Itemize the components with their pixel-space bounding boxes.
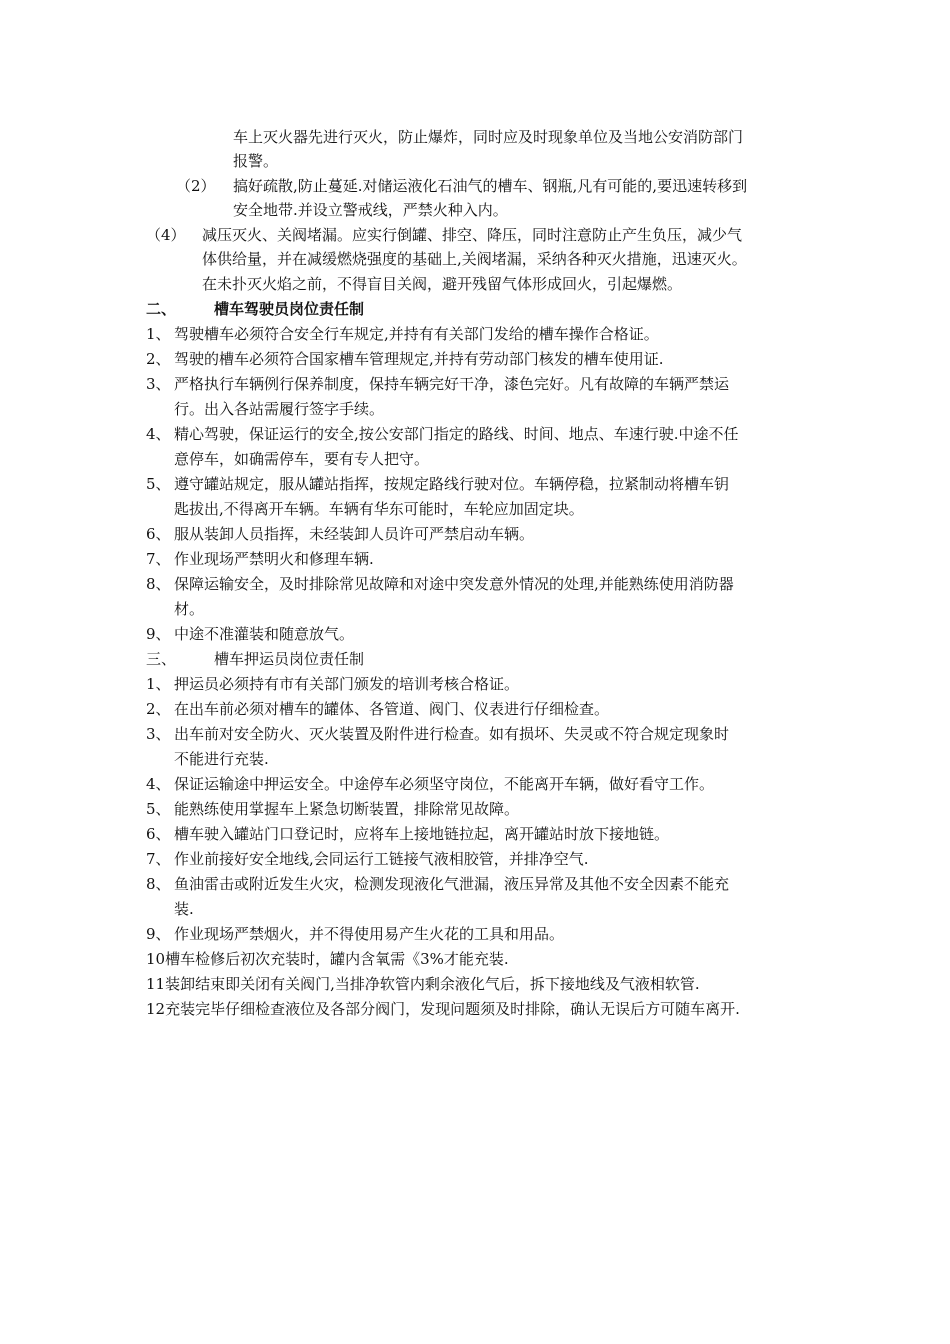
s3-item-line: 出车前对安全防火、灭火装置及附件进行检查。如有损坏、失灵或不符合规定现象时: [174, 725, 730, 743]
s3-item-number: 5、: [146, 800, 171, 818]
s2-item-number: 7、: [146, 550, 171, 568]
s2-item-line: 意停车，如确需停车，要有专人把守。: [174, 450, 430, 468]
s3-item-line: 槽车驶入罐站门口登记时，应将车上接地链拉起，离开罐站时放下接地链。: [174, 825, 670, 843]
s3-item-line: 不能进行充装.: [174, 750, 269, 768]
fire-item-2-number: （2）: [176, 177, 216, 195]
fire-cont-line-1: 车上灭火器先进行灭火，防止爆炸，同时应及时现象单位及当地公安消防部门: [233, 128, 744, 146]
section-2-title: 槽车驾驶员岗位责任制: [214, 300, 365, 318]
s3-item-number: 6、: [146, 825, 171, 843]
s2-item-line: 匙拔出,不得离开车辆。车辆有华东可能时，车轮应加固定块。: [174, 500, 584, 518]
s2-item-line: 严格执行车辆例行保养制度，保持车辆完好干净，漆色完好。凡有故障的车辆严禁运: [174, 375, 730, 393]
s2-item-number: 8、: [146, 575, 171, 593]
s3-item-10: 10槽车检修后初次充装时，罐内含氧需《3%才能充装.: [146, 950, 509, 968]
section-3-title: 槽车押运员岗位责任制: [214, 650, 365, 668]
s2-item-line: 服从装卸人员指挥，未经装卸人员许可严禁启动车辆。: [174, 525, 535, 543]
s3-item-number: 8、: [146, 875, 171, 893]
s2-item-line: 保障运输安全，及时排除常见故障和对途中突发意外情况的处理,并能熟练使用消防器: [174, 575, 734, 593]
s3-item-number: 9、: [146, 925, 171, 943]
s2-item-line: 作业现场严禁明火和修理车辆.: [174, 550, 374, 568]
s3-item-line: 押运员必须持有市有关部门颁发的培训考核合格证。: [174, 675, 520, 693]
s2-item-line: 材。: [174, 600, 205, 618]
section-2-number: 二、: [146, 300, 177, 318]
s2-item-number: 9、: [146, 625, 171, 643]
s2-item-line: 驾驶的槽车必须符合国家槽车管理规定,并持有劳动部门核发的槽车使用证.: [174, 350, 664, 368]
s3-item-line: 装.: [174, 900, 194, 918]
s2-item-number: 6、: [146, 525, 171, 543]
s3-item-number: 2、: [146, 700, 171, 718]
fire-item-4-line-2: 体供给量，并在减缓燃烧强度的基础上,关阀堵漏，采纳各种灭火措施，迅速灭火。: [202, 250, 747, 268]
section-3-number: 三、: [146, 650, 177, 668]
s3-item-line: 鱼油雷击或附近发生火灾，检测发现液化气泄漏，液压异常及其他不安全因素不能充: [174, 875, 730, 893]
s3-item-line: 保证运输途中押运安全。中途停车必须坚守岗位，不能离开车辆，做好看守工作。: [174, 775, 715, 793]
s2-item-line: 行。出入各站需履行签字手续。: [174, 400, 385, 418]
s3-item-number: 3、: [146, 725, 171, 743]
s3-item-line: 在出车前必须对槽车的罐体、各管道、阀门、仪表进行仔细检查。: [174, 700, 610, 718]
s3-item-11: 11装卸结束即关闭有关阀门,当排净软管内剩余液化气后，拆下接地线及气液相软管.: [146, 975, 700, 993]
s2-item-number: 1、: [146, 325, 171, 343]
fire-item-2-line-1: 搞好疏散,防止蔓延.对储运液化石油气的槽车、钢瓶,凡有可能的,要迅速转移到: [233, 177, 748, 195]
fire-cont-line-2: 报警。: [233, 152, 279, 170]
s2-item-number: 3、: [146, 375, 171, 393]
s2-item-number: 4、: [146, 425, 171, 443]
s2-item-line: 精心驾驶，保证运行的安全,按公安部门指定的路线、时间、地点、车速行驶.中途不任: [174, 425, 739, 443]
s2-item-number: 5、: [146, 475, 171, 493]
s3-item-12: 12充装完毕仔细检查液位及各部分阀门，发现问题须及时排除，确认无误后方可随车离开.: [146, 1000, 740, 1018]
s2-item-line: 中途不准灌装和随意放气。: [174, 625, 355, 643]
s3-item-number: 7、: [146, 850, 171, 868]
s3-item-line: 作业现场严禁烟火，并不得使用易产生火花的工具和用品。: [174, 925, 565, 943]
s2-item-line: 驾驶槽车必须符合安全行车规定,并持有有关部门发给的槽车操作合格证。: [174, 325, 659, 343]
fire-item-4-line-3: 在未扑灭火焰之前，不得盲目关阀，避开残留气体形成回火，引起爆燃。: [202, 275, 683, 293]
s3-item-line: 作业前接好安全地线,会同运行工链接气液相胶管，并排净空气.: [174, 850, 589, 868]
s3-item-number: 1、: [146, 675, 171, 693]
s2-item-line: 遵守罐站规定，服从罐站指挥，按规定路线行驶对位。车辆停稳，拉紧制动将槽车钥: [174, 475, 730, 493]
fire-item-2-line-2: 安全地带.并设立警戒线，严禁火种入内。: [233, 201, 508, 219]
s3-item-number: 4、: [146, 775, 171, 793]
fire-item-4-line-1: 减压灭火、关阀堵漏。应实行倒罐、排空、降压，同时注意防止产生负压，减少气: [202, 226, 743, 244]
fire-item-4-number: （4）: [146, 226, 186, 244]
s3-item-line: 能熟练使用掌握车上紧急切断装置，排除常见故障。: [174, 800, 520, 818]
s2-item-number: 2、: [146, 350, 171, 368]
